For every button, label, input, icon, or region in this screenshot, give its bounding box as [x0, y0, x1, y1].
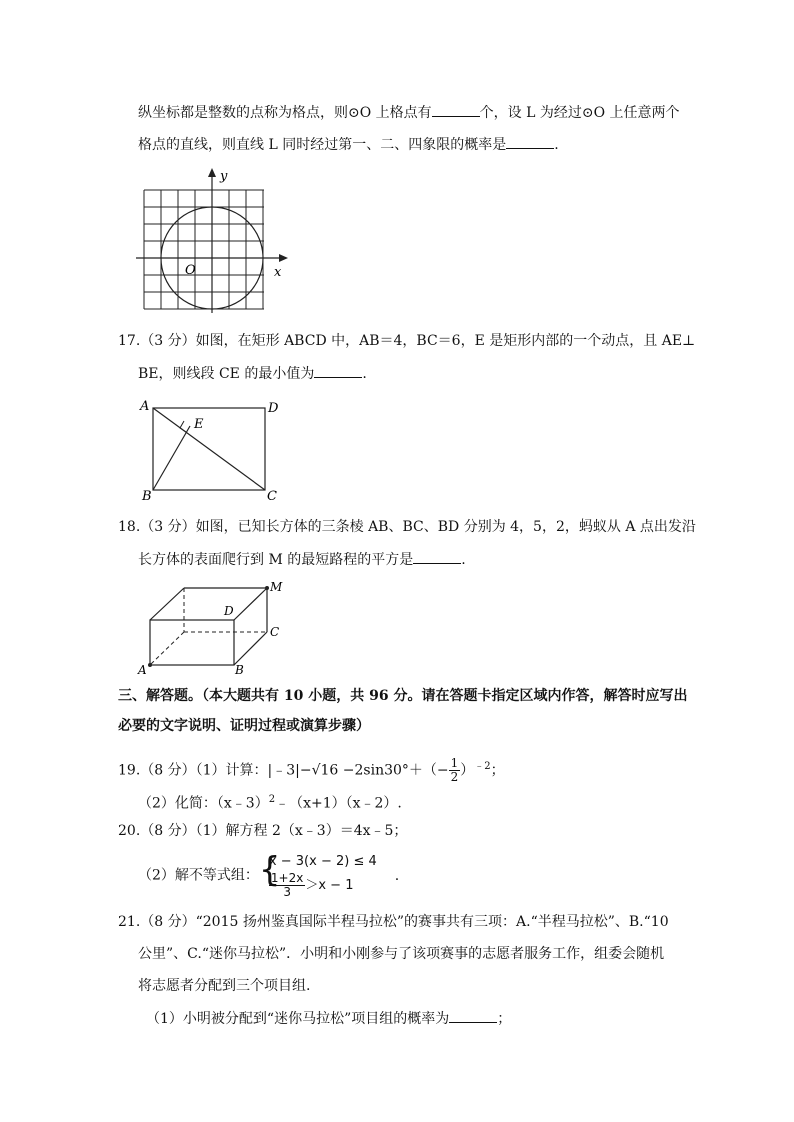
q19-exponent: ﹣2: [474, 761, 491, 772]
q16-x-label: x: [274, 265, 282, 280]
q17-line1: 17.（3 分）如图，在矩形 ABCD 中，AB＝4，BC＝6，E 是矩形内部的一个动点，且 AE⊥: [118, 333, 696, 349]
q18-point-m: [265, 586, 269, 590]
q18-label-b: B: [235, 663, 244, 676]
q16-line2: [138, 134, 559, 155]
q17-text-2-end: .: [362, 366, 367, 382]
q17-right-angle-mark: [180, 421, 186, 432]
q20-inequality-2: [269, 872, 377, 899]
q17-line2: [138, 363, 367, 384]
q20-inequality-2-rest: ＞x − 1: [305, 878, 354, 893]
q19-fraction: [449, 757, 461, 784]
q19-part2-rest: ﹣（x+1）（x﹣2）.: [275, 795, 402, 812]
q20-part2-prefix: （2）解不等式组：: [138, 867, 259, 884]
q18-label-a: A: [138, 663, 147, 676]
q17-answer-blank[interactable]: [314, 363, 362, 378]
q16-y-label: y: [220, 169, 228, 184]
q18-line2: [138, 549, 466, 570]
q16-text-2-end: .: [554, 137, 559, 153]
q17-label-e: E: [194, 417, 204, 432]
q16-x-axis-arrow: [279, 254, 288, 262]
q17-label-a: A: [140, 399, 150, 414]
q16-answer-blank-2[interactable]: [506, 134, 554, 149]
q17-segment-be: [153, 426, 190, 490]
q19-part2-exponent: 2: [268, 794, 276, 805]
q16-y-axis-arrow: [208, 168, 216, 177]
q21-line1: 21.（8 分）“2015 扬州鉴真国际半程马拉松”的赛事共有三项：A.“半程马拉松”、B.“10: [118, 914, 669, 930]
q19-part2-text: （2）化简：（x﹣3）: [138, 795, 269, 812]
q19-fraction-numerator: 1: [450, 756, 459, 771]
q20-fraction-denominator: 3: [283, 885, 291, 899]
q17-label-c: C: [267, 489, 277, 504]
q20-brace: {: [258, 850, 281, 890]
q20-part2-end: .: [394, 867, 400, 884]
q18-label-c: C: [270, 625, 280, 639]
q18-answer-blank[interactable]: [413, 549, 461, 564]
q21-text-4-end: ；: [497, 1011, 512, 1027]
q21-text-4: （1）小明被分配到“迷你马拉松”项目组的概率为: [146, 1011, 450, 1027]
q18-hidden-edges: [150, 588, 267, 665]
q17-text-2: BE，则线段 CE 的最小值为: [138, 366, 315, 382]
q19-part2: [138, 790, 402, 814]
q16-origin-label: O: [185, 263, 196, 278]
q20-part1: 20.（8 分）（1）解方程 2（x﹣3）＝4x﹣5；: [118, 823, 408, 839]
q20-inequality-1: x − 3(x − 2) ≤ 4: [268, 854, 377, 869]
q18-line1: 18.（3 分）如图，已知长方体的三条棱 AB、BC、BD 分别为 4，5，2，蚂蚁从 A 点出发沿: [118, 519, 696, 535]
q18-text-2: 长方体的表面爬行到 M 的最短路程的平方是: [138, 552, 414, 568]
q18-point-a: [148, 663, 152, 667]
q16-grid-figure: [136, 166, 296, 314]
q18-label-d: D: [224, 604, 234, 618]
q20-fraction-numerator: 1+2x: [270, 871, 304, 885]
q16-answer-blank-1[interactable]: [432, 102, 480, 117]
q19-part1-end: ；: [490, 762, 505, 779]
q17-segment-ac: [153, 408, 265, 490]
q17-label-d: D: [268, 401, 279, 416]
q17-label-b: B: [142, 489, 152, 504]
q19-part1-suffix: ）: [460, 762, 475, 779]
section3-heading-line1: 三、解答题。（本大题共有 10 小题，共 96 分。请在答题卡指定区域内作答，解答时应写出: [118, 688, 688, 704]
q19-fraction-denominator: 2: [450, 770, 459, 785]
q18-cuboid: [150, 588, 267, 665]
q18-cuboid-figure: [136, 580, 296, 676]
q17-rectangle-figure: [138, 396, 288, 504]
q21-line4: [146, 1008, 511, 1029]
q16-line1: [138, 102, 680, 123]
q16-text-2: 格点的直线，则直线 L 同时经过第一、二、四象限的概率是: [138, 137, 507, 153]
q19-part1: [118, 752, 505, 786]
q21-answer-blank[interactable]: [449, 1008, 497, 1023]
q20-part2: [138, 852, 399, 899]
q19-part1-prefix: 19.（8 分）（1）计算：|﹣3|−√16 −2sin30°＋（−: [118, 762, 449, 779]
q18-text-2-end: .: [461, 552, 466, 568]
q16-text-1b: 个，设 L 为经过⊙O 上任意两个: [479, 105, 680, 121]
q21-line2: 公里”、C.“迷你马拉松”．小明和小刚参与了该项赛事的志愿者服务工作，组委会随机: [138, 946, 665, 962]
q21-line3: 将志愿者分配到三个项目组.: [138, 978, 311, 994]
q20-inequality-system: [259, 852, 377, 899]
q18-label-m: M: [270, 580, 283, 594]
section3-heading-line2: 必要的文字说明、证明过程或演算步骤）: [118, 718, 370, 734]
q16-text-1: 纵坐标都是整数的点称为格点，则⊙O 上格点有: [138, 105, 432, 121]
